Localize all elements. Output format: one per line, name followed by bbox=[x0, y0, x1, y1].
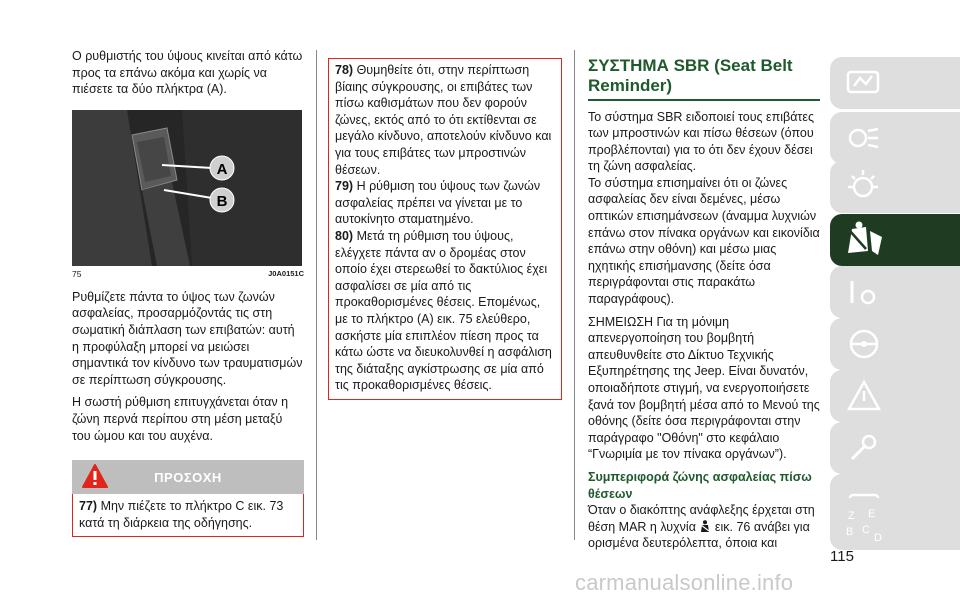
callout-a: A bbox=[216, 160, 228, 178]
paragraph-text: Όταν ο διακόπτης ανάφλεξης έρχεται στη θέση MAR η λυχνία bbox=[588, 503, 815, 534]
tab-index[interactable] bbox=[830, 498, 960, 550]
paragraph-adjust-height: Ρυθμίζετε πάντα το ύψος των ζωνών ασφαλείας, προσαρμόζοντάς τις στη σωματική διάπλαση των επιβατών: αυτή η προφύλαξη μπορεί να μειώσει σημαντικά τον κίνδυνο των τραυματισμών σε περίπτωση σύγκρουσης. bbox=[72, 289, 303, 387]
tab-warning-lights[interactable] bbox=[830, 161, 960, 213]
figure-caption bbox=[72, 269, 304, 279]
figure-code: J0A0151C bbox=[268, 268, 304, 278]
car-lights-icon bbox=[844, 119, 884, 157]
warning-lights-icon bbox=[844, 168, 884, 206]
intro-text: Ο ρυθμιστής του ύψους κινείται από κάτω προς τα επάνω ακόμα και χωρίς να πιέσετε τα δύο πλήκτρα (A). bbox=[72, 49, 303, 97]
svg-text:B: B bbox=[846, 526, 854, 538]
paragraph-text: εικ. 76 ανάβει για ορισμένα δευτερόλεπτα, όποια και bbox=[588, 519, 810, 551]
subheading-rear-belts: Συμπεριφορά ζώνης ασφαλείας πίσω θέσεων bbox=[588, 469, 812, 501]
column-right bbox=[588, 56, 820, 552]
seatbelt-adjuster-illustration bbox=[72, 110, 302, 266]
paragraph-note: ΣΗΜΕΙΩΣΗ Για τη μόνιμη απενεργοποίηση του βομβητή απευθυνθείτε στο Δίκτυο Τεχνικής Εξυπηρέτησης της Jeep. Είναι δυνατόν, οποιαδήποτε στιγμή, να ενεργοποιήσετε ξανά τον βομβητή μέσα από το Μενού της οθόνης (δείτε όσα περιγράφονται στην παράγραφο "Οθόνη" στο κεφάλαιο “Γνωριμία με τον πίνακα οργάνων”). bbox=[588, 314, 820, 462]
tab-car-dashboard[interactable] bbox=[830, 57, 960, 109]
figure-number: 75 bbox=[72, 268, 82, 279]
warning-title: ΠΡΟΣΟΧΗ bbox=[154, 469, 222, 485]
warning-triangle-icon bbox=[82, 463, 108, 489]
section-title: ΣΥΣΤΗΜΑ SBR (Seat Belt Reminder) bbox=[588, 56, 793, 95]
seat-belt-icon bbox=[844, 221, 886, 259]
seat-belt-warning-icon bbox=[699, 520, 711, 533]
svg-text:D: D bbox=[874, 532, 882, 544]
paragraph-rear-belts bbox=[588, 502, 820, 552]
warning-text: Θυμηθείτε ότι, στην περίπτωση βίαιης σύγκρουσης, οι επιβάτες των πίσω καθισμάτων που δεν φορούν ζώνες, εκτός από το ότι εκτίθενται σε μεγάλο κίνδυνο, αποτελούν κίνδυνο και για τους επιβάτες των μπροστινών θέσεων. bbox=[335, 63, 552, 177]
warning-number: 78) bbox=[335, 63, 354, 77]
seatbelt-adjuster-figure bbox=[72, 110, 302, 266]
column-middle bbox=[328, 58, 562, 400]
section-rule bbox=[588, 99, 820, 101]
column-left bbox=[72, 48, 304, 537]
tab-safety-active[interactable] bbox=[830, 214, 960, 266]
warning-header bbox=[72, 460, 304, 494]
callout-b: B bbox=[216, 192, 228, 210]
warning-text: Η ρύθμιση του ύψους των ζωνών ασφαλείας πρέπει να γίνεται με το αυτοκίνητο σταματημένο. bbox=[335, 179, 541, 227]
svg-text:C: C bbox=[862, 524, 870, 536]
column-divider bbox=[316, 50, 317, 540]
tab-car-lights[interactable] bbox=[830, 112, 960, 164]
svg-text:E: E bbox=[868, 508, 876, 520]
warning-box-77 bbox=[72, 494, 304, 537]
paragraph-correct-position: Η σωστή ρύθμιση επιτυγχάνεται όταν η ζώνη περνά περίπου στη μέση μεταξύ του ώμου και του αυχένα. bbox=[72, 395, 289, 443]
warning-box-78-80 bbox=[328, 58, 562, 400]
warning-text: Μετά τη ρύθμιση του ύψους, ελέγχετε πάντα αν ο δρομέας στον οποίο έχει στερεωθεί το δακτύλιος έχει ασφαλίσει σε μία από τις προκαθορισμένες θέσεις. Επομένως, με το πλήκτρο (A) εικ. 75 ελεύθερο, ασκήστε μία επιπλέον πίεση προς τα κάτω ώστε να διευκολυνθεί η ασφάλιση της διάταξης αγκίστρωσης σε μία από τις προκαθορισμένες θέσεις. bbox=[335, 228, 552, 393]
column-divider bbox=[574, 50, 575, 540]
tab-emergency[interactable] bbox=[830, 370, 960, 422]
tab-tools[interactable] bbox=[830, 266, 960, 318]
tools-icon bbox=[844, 273, 884, 311]
warning-triangle-outline-icon bbox=[844, 377, 884, 415]
steering-wheel-icon bbox=[844, 325, 884, 363]
page-number: 115 bbox=[830, 548, 854, 565]
watermark: carmanualsonline.info bbox=[575, 570, 794, 595]
car-dashboard-icon bbox=[844, 64, 884, 102]
svg-text:Z: Z bbox=[848, 510, 855, 522]
index-letters-icon bbox=[844, 505, 888, 545]
warning-number: 79) bbox=[335, 179, 354, 194]
warning-text: Μην πιέζετε το πλήκτρο C εικ. 73 κατά τη διάρκεια της οδήγησης. bbox=[79, 499, 284, 530]
tab-steering-wheel[interactable] bbox=[830, 318, 960, 370]
paragraph-sbr-signals: Το σύστημα επισημαίνει ότι οι ζώνες ασφαλείας δεν είναι δεμένες, μέσω οπτικών επισημάνσεων (άναμμα λυχνιών επάνω στον πίνακα οργάνων και εικονίδια επάνω στην οθόνη) και μέσω μιας ηχητικής επισήμανσης (δείτε όσα περιγράφονται στις παρακάτω παραγράφους). bbox=[588, 175, 820, 307]
warning-number: 80) bbox=[335, 228, 354, 243]
wrench-car-icon bbox=[844, 429, 884, 467]
warning-number: 77) bbox=[79, 499, 98, 514]
tab-maintenance[interactable] bbox=[830, 422, 960, 474]
paragraph-sbr-intro: Το σύστημα SBR ειδοποιεί τους επιβάτες των μπροστινών και πίσω θέσεων (όπου προβλέπονται) για το ότι δεν έχουν δέσει τη ζώνη ασφαλείας. bbox=[588, 109, 814, 174]
